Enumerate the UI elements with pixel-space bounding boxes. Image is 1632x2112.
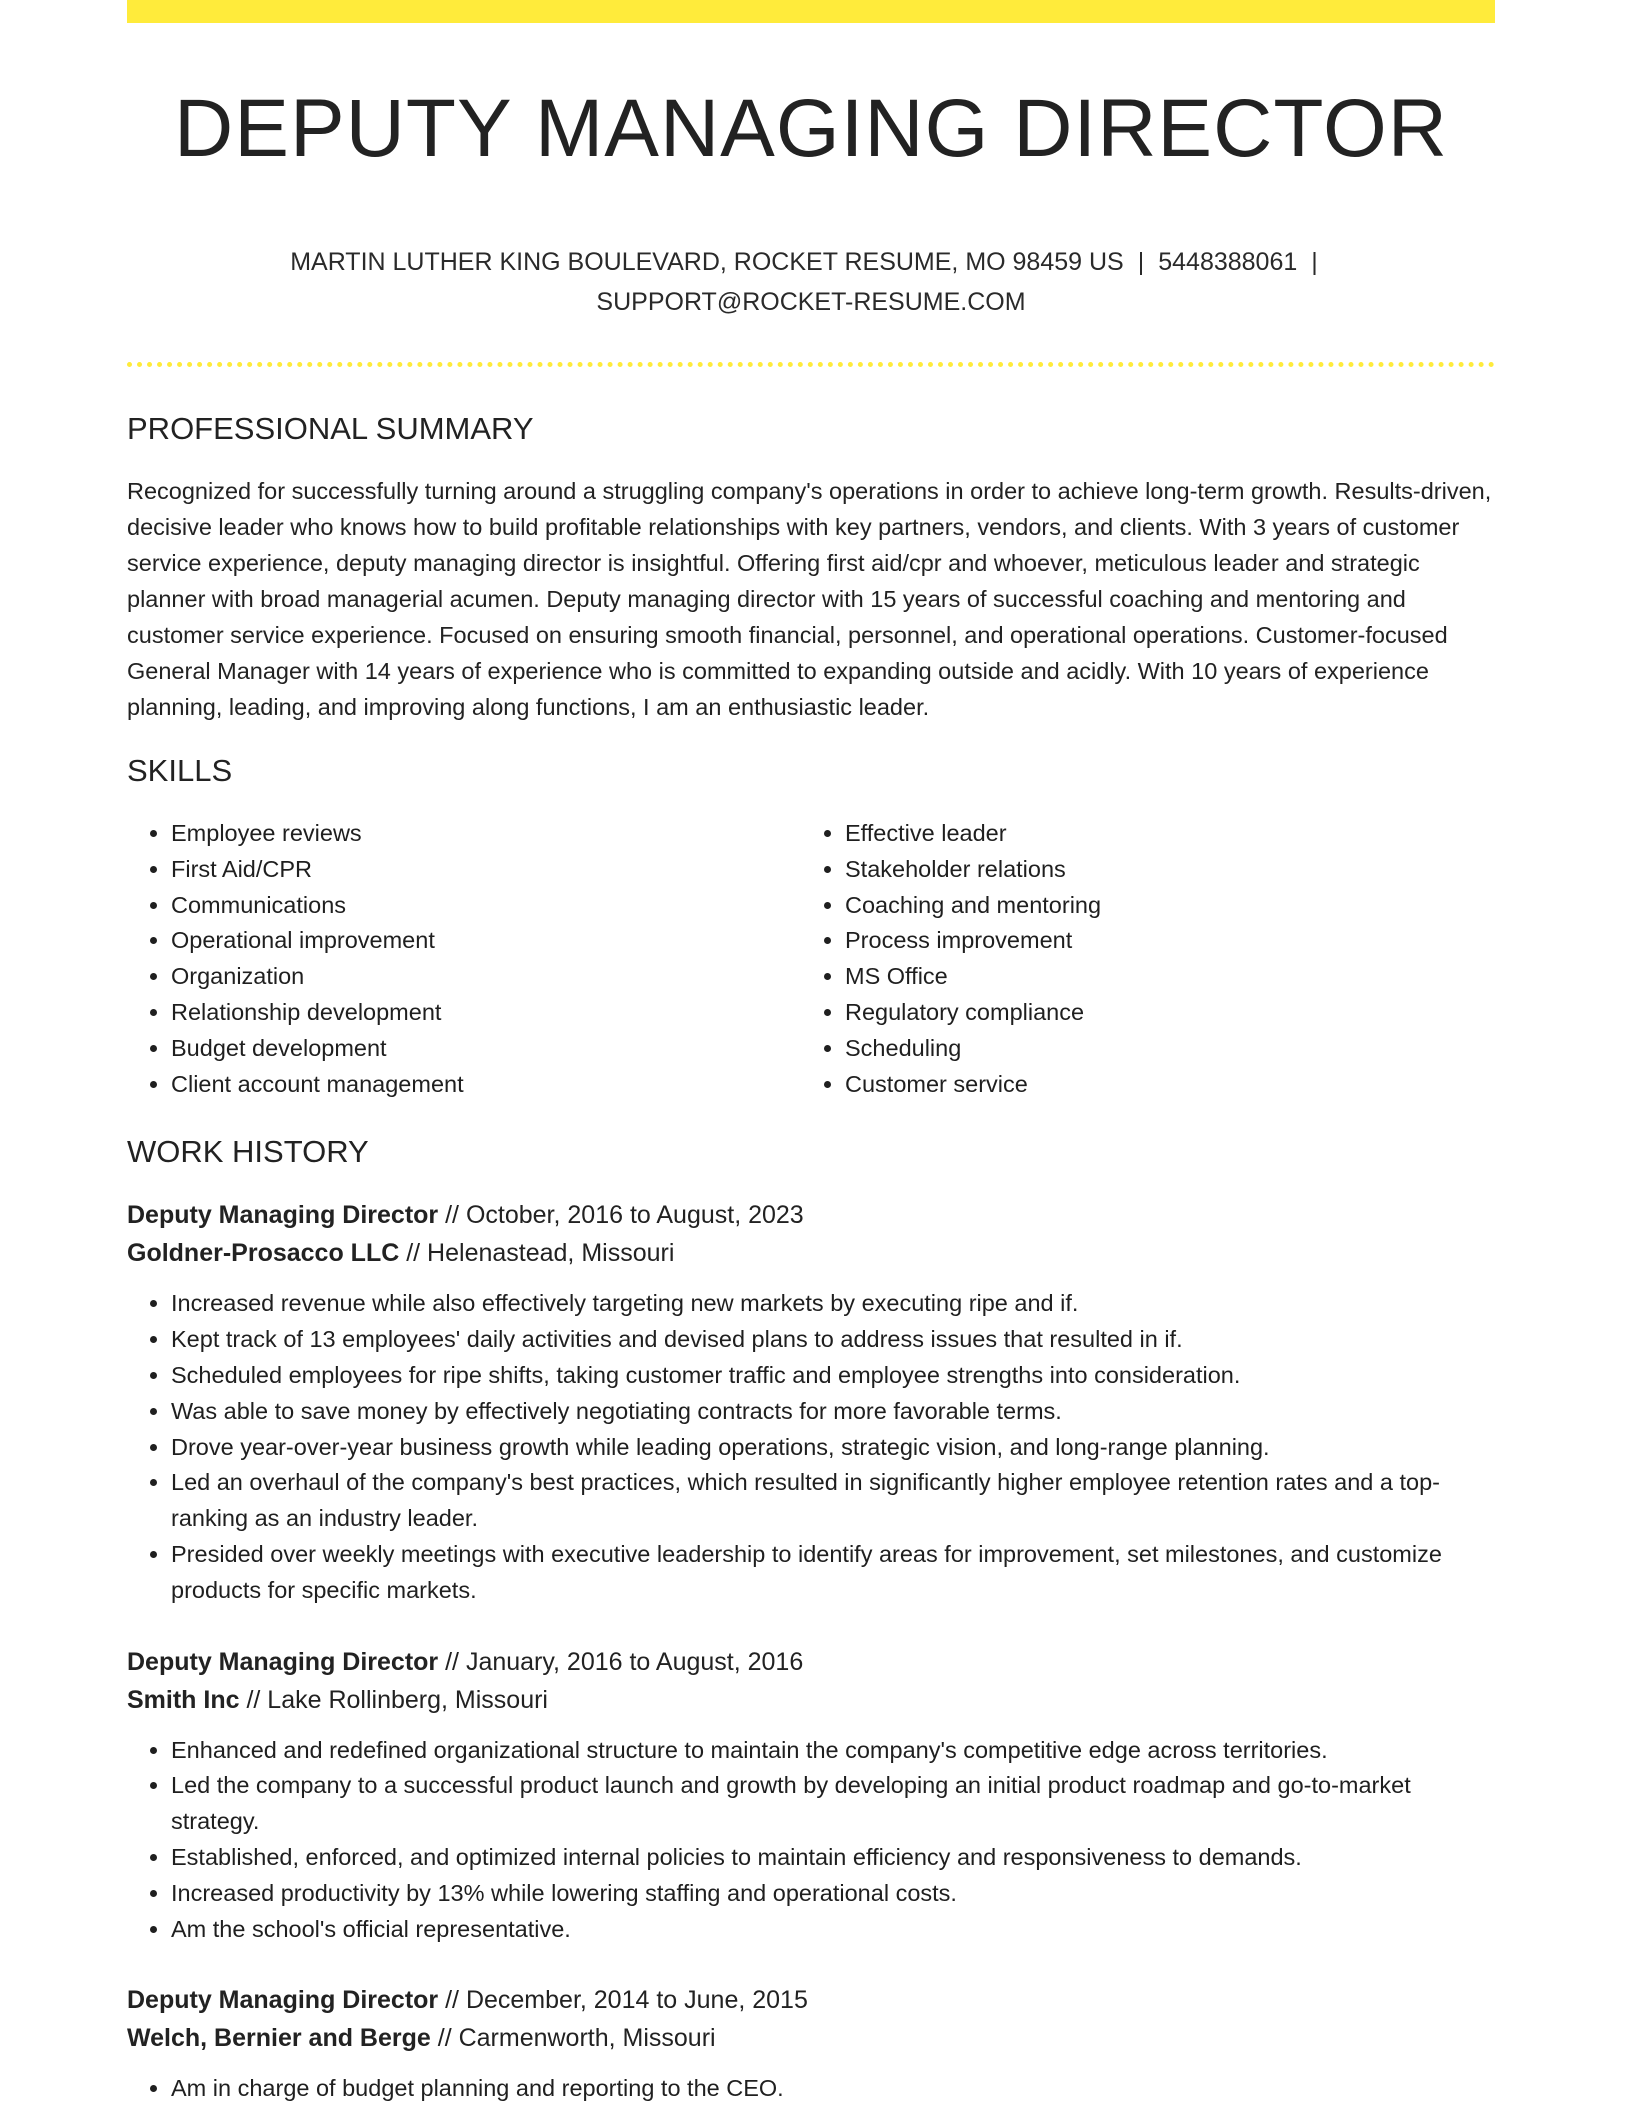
skill-item: • Customer service <box>845 1067 1475 1103</box>
phone: 5448388061 <box>1158 248 1298 276</box>
email: SUPPORT@ROCKET-RESUME.COM <box>596 288 1026 316</box>
job-bullet: • Led the company to a successful product launch and growth by developing an initial product roadmap and go-to-market strategy. <box>171 1768 1495 1840</box>
work-history-heading: WORK HISTORY <box>127 1134 369 1170</box>
job-bullets <box>127 1286 1495 1608</box>
job-bullet: • Am in charge of budget planning and reporting to the CEO. <box>171 2071 1495 2107</box>
skills-columns <box>127 816 1495 1102</box>
job-dates: // December, 2014 to June, 2015 <box>445 1986 808 2015</box>
skill-item: • Employee reviews <box>171 816 801 852</box>
skill-item: • Process improvement <box>845 923 1475 959</box>
job-entry <box>127 1643 1495 1948</box>
contact-separator: | <box>1137 248 1145 276</box>
job-dates: // October, 2016 to August, 2023 <box>445 1201 804 1230</box>
skill-item: • Budget development <box>171 1031 801 1067</box>
job-bullet: • Was able to save money by effectively negotiating contracts for more favorable terms. <box>171 1394 1495 1430</box>
resume-content <box>127 0 1495 2107</box>
job-entry <box>127 1981 1495 2107</box>
contact-separator: | <box>1311 248 1318 276</box>
job-bullet: • Established, enforced, and optimized internal policies to maintain efficiency and responsiveness to demands. <box>171 1840 1495 1876</box>
contact-info <box>127 242 1495 322</box>
skill-item: • Coaching and mentoring <box>845 888 1475 924</box>
address: MARTIN LUTHER KING BOULEVARD, ROCKET RESUME, MO 98459 US <box>290 248 1124 276</box>
job-company: Goldner-Prosacco LLC <box>127 1239 400 1268</box>
summary-heading: PROFESSIONAL SUMMARY <box>127 411 534 446</box>
job-bullet: • Led an overhaul of the company's best practices, which resulted in significantly higher employee retention rates and a top-ranking as an industry leader. <box>171 1465 1495 1537</box>
skill-item: • Relationship development <box>171 995 801 1031</box>
skill-item: • Effective leader <box>845 816 1475 852</box>
skill-item: • Client account management <box>171 1067 801 1103</box>
job-company: Welch, Bernier and Berge <box>127 2024 431 2053</box>
contact-line-2 <box>127 282 1495 322</box>
skill-item: • Scheduling <box>845 1031 1475 1067</box>
job-location: // Carmenworth, Missouri <box>437 2024 716 2053</box>
dotted-divider <box>127 362 1495 367</box>
skill-item: • First Aid/CPR <box>171 852 801 888</box>
job-dates: // January, 2016 to August, 2016 <box>445 1647 804 1676</box>
job-entry <box>127 1196 1495 1608</box>
job-company-line <box>127 1234 1495 1272</box>
job-bullet: • Enhanced and redefined organizational structure to maintain the company's competitive edge across territories. <box>171 1733 1495 1769</box>
job-title-line <box>127 1981 1495 2019</box>
job-title: Deputy Managing Director <box>127 1647 439 1676</box>
skill-item: • Organization <box>171 959 801 995</box>
skill-item: • MS Office <box>845 959 1475 995</box>
job-location: // Lake Rollinberg, Missouri <box>246 1685 548 1714</box>
resume-name: DEPUTY MANAGING DIRECTOR <box>174 83 1448 174</box>
job-title: Deputy Managing Director <box>127 1201 439 1230</box>
job-location: // Helenastead, Missouri <box>406 1239 675 1268</box>
summary-text: Recognized for successfully turning around a struggling company's operations in order to achieve long-term growth. Results-driven, decisive leader who knows how to build profitable relationships with key partners, vendors, and clients. With 3 years of customer service experience, deputy managing director is insightful. Offering first aid/cpr and whoever, meticulous leader and strategic planner with broad managerial acumen. Deputy managing director with 15 years of successful coaching and mentoring and customer service experience. Focused on ensuring smooth financial, personnel, and operational operations. Customer-focused General Manager with 14 years of experience who is committed to expanding outside and acidly. With 10 years of experience planning, leading, and improving along functions, I am an enthusiastic leader. <box>127 478 1492 720</box>
job-bullet: • Kept track of 13 employees' daily activities and devised plans to address issues that resulted in if. <box>171 1322 1495 1358</box>
job-bullet: • Drove year-over-year business growth while leading operations, strategic vision, and long-range planning. <box>171 1430 1495 1466</box>
job-company-line <box>127 1681 1495 1719</box>
job-title: Deputy Managing Director <box>127 1986 439 2015</box>
job-bullet: • Scheduled employees for ripe shifts, taking customer traffic and employee strengths into consideration. <box>171 1358 1495 1394</box>
job-company-line <box>127 2019 1495 2057</box>
job-bullet: • Presided over weekly meetings with executive leadership to identify areas for improvement, set milestones, and customize products for specific markets. <box>171 1537 1495 1609</box>
skill-item: • Operational improvement <box>171 923 801 959</box>
job-bullet: • Increased productivity by 13% while lowering staffing and operational costs. <box>171 1876 1495 1912</box>
job-bullets <box>127 2071 1495 2107</box>
skills-heading: SKILLS <box>127 753 233 788</box>
skill-item: • Communications <box>171 888 801 924</box>
skills-list-left <box>127 816 801 1102</box>
skill-item: • Regulatory compliance <box>845 995 1475 1031</box>
job-bullet: • Am the school's official representative. <box>171 1912 1495 1948</box>
contact-line-1 <box>127 242 1495 282</box>
job-company: Smith Inc <box>127 1685 240 1714</box>
job-title-line <box>127 1643 1495 1681</box>
skill-item: • Stakeholder relations <box>845 852 1475 888</box>
skills-list-right <box>801 816 1475 1102</box>
job-bullets <box>127 1733 1495 1948</box>
job-bullet: • Increased revenue while also effectively targeting new markets by executing ripe and if. <box>171 1286 1495 1322</box>
job-title-line <box>127 1196 1495 1234</box>
